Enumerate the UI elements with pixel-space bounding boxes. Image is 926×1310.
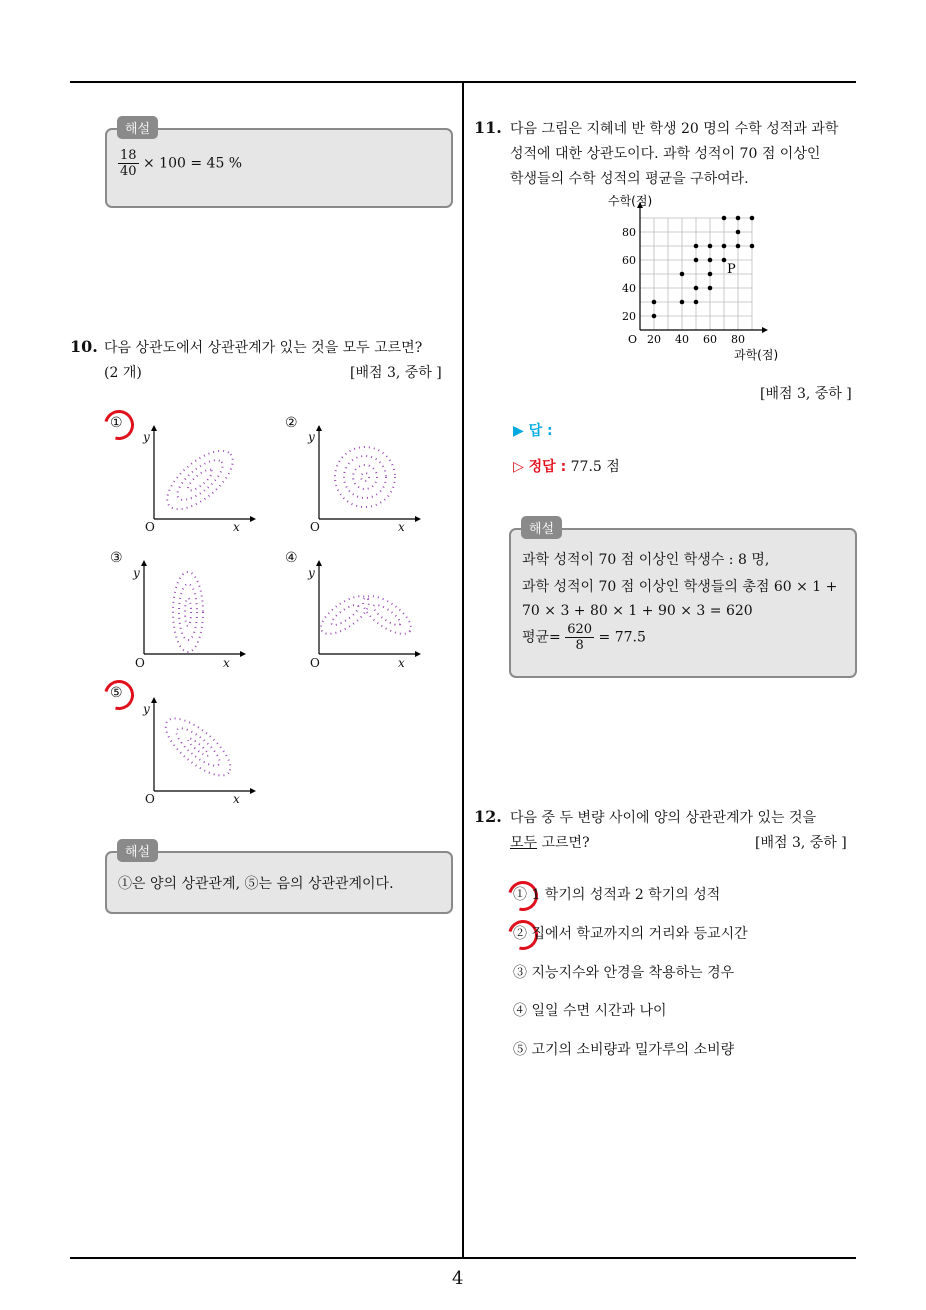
q10-plot-4-y: y [308, 566, 315, 580]
scatter-point [750, 244, 755, 249]
q12-option-1[interactable] [513, 884, 720, 904]
q11-correct-label: ▷ 정답 : [513, 459, 567, 475]
scatter-point [736, 230, 741, 235]
q12-option-1-text: 1 학기의 성적과 2 학기의 성적 [531, 887, 721, 903]
q10-text2: (2 개) [104, 365, 142, 381]
q10-number: 10. [70, 337, 98, 356]
q12-option-5[interactable] [513, 1039, 734, 1059]
page-number: 4 [452, 1268, 464, 1289]
q11-solution-line2: 과학 성적이 70 점 이상인 학생들의 총점 60 × 1 + [522, 579, 838, 595]
q11-answer-label: ▶ 답 : [513, 423, 553, 439]
q11-text3: 학생들의 수학 성적의 평균을 구하여라. [510, 171, 749, 187]
q11-text1: 다음 그림은 지혜네 반 학생 20 명의 수학 성적과 과학 [510, 121, 839, 137]
y-tick-label: 40 [622, 282, 636, 295]
scatter-point [694, 300, 699, 305]
x-axis-label: 과학(점) [734, 348, 779, 362]
q10-plot-1-origin: O [145, 520, 155, 534]
scatter-point [694, 258, 699, 263]
q12-option-4[interactable] [513, 1000, 667, 1020]
q12-option-3-text: 지능지수와 안경을 착용하는 경우 [531, 965, 735, 981]
q12-text2 [510, 831, 590, 856]
scatter-point [750, 216, 755, 221]
bottom-rule [70, 1257, 856, 1259]
q10-plot-5-x: x [233, 792, 240, 806]
scatter-point [652, 314, 657, 319]
q10-option-2-label[interactable]: ② [285, 415, 298, 431]
q10-solution-tag: 해설 [117, 839, 158, 862]
q10-plot-2-origin: O [310, 520, 320, 534]
q12-option-4-text: 일일 수면 시간과 나이 [531, 1003, 667, 1019]
q11-correct-line [513, 456, 620, 476]
q10-plot-5-y: y [143, 702, 150, 716]
q11-scatter-chart [600, 194, 779, 365]
q11-solution-tag: 해설 [521, 516, 562, 539]
q10-plot-3-origin: O [135, 656, 145, 670]
q12-option-3-num: ③ [513, 965, 527, 981]
q12-text1: 다음 중 두 변량 사이에 양의 상관관계가 있는 것을 [510, 810, 817, 826]
scatter-point [694, 244, 699, 249]
scatter-point [736, 216, 741, 221]
y-axis-label: 수학(점) [608, 194, 653, 208]
q12-underline: 모두 [510, 835, 538, 851]
column-divider [462, 82, 464, 1258]
prev-solution-formula [118, 148, 242, 179]
y-tick-label: 20 [622, 310, 636, 323]
q10-plot-1 [140, 425, 270, 535]
x-tick-label: 20 [647, 333, 661, 346]
scatter-point [722, 244, 727, 249]
q11-avg-den: 8 [575, 638, 584, 653]
x-axis-arrow [762, 327, 768, 333]
q10-plot-5-origin: O [145, 792, 155, 806]
prev-frac-den: 40 [120, 164, 137, 179]
prev-formula-rest: × 100 = 45 % [143, 155, 243, 172]
q10-option-3-label[interactable]: ③ [110, 550, 123, 566]
q10-option-5-label[interactable]: ⑤ [110, 685, 123, 701]
q11-solution-line4 [522, 622, 646, 653]
scatter-point [652, 300, 657, 305]
q10-text1: 다음 상관도에서 상관관계가 있는 것을 모두 고르면? [104, 340, 423, 356]
q11-answer-line [513, 420, 553, 440]
q10-plot-2-y: y [308, 430, 315, 444]
scatter-point [694, 286, 699, 291]
q10-plot-4 [305, 560, 435, 670]
q10-plot-2-x: x [398, 520, 405, 534]
x-tick-label: 80 [731, 333, 745, 346]
q11-points: [배점 3, 중하 ] [760, 386, 852, 402]
q11-number: 11. [474, 118, 502, 137]
q12-option-4-num: ④ [513, 1003, 527, 1019]
scatter-point [680, 272, 685, 277]
q11-correct-value: 77.5 점 [570, 459, 620, 475]
q10-plot-1-x: x [233, 520, 240, 534]
q10-option-1-mark [99, 405, 140, 446]
q10-plot-4-x: x [398, 656, 405, 670]
q12-number: 12. [474, 807, 502, 826]
x-tick-label: 60 [703, 333, 717, 346]
q10-plot-2 [305, 425, 435, 535]
x-tick-label: 40 [675, 333, 689, 346]
scatter-point [708, 244, 713, 249]
scatter-point [722, 258, 727, 263]
q10-plot-5 [140, 697, 270, 807]
scatter-point [680, 300, 685, 305]
q10-plot-1-y: y [143, 430, 150, 444]
point-p-label: P [727, 262, 736, 277]
q10-plot-3-y: y [133, 566, 140, 580]
q12-option-2-text: 집에서 학교까지의 거리와 등교시간 [531, 926, 748, 942]
q12-option-2-num: ② [513, 926, 527, 942]
q10-option-1-label[interactable]: ① [110, 415, 123, 431]
prev-solution-tag: 해설 [117, 116, 158, 139]
scatter-point [722, 216, 727, 221]
y-tick-label: 80 [622, 226, 636, 239]
q10-points: [배점 3, 중하 ] [350, 365, 442, 381]
origin-label: O [628, 333, 638, 346]
q11-text2: 성적에 대한 상관도이다. 과학 성적이 70 점 이상인 [510, 146, 821, 162]
q11-solution-line3: 70 × 3 + 80 × 1 + 90 × 3 = 620 [522, 603, 753, 619]
q10-plot-4-origin: O [310, 656, 320, 670]
q11-avg-post: = 77.5 [598, 629, 646, 646]
scatter-point [708, 286, 713, 291]
q12-option-5-num: ⑤ [513, 1042, 527, 1058]
scatter-point [736, 244, 741, 249]
q12-text2-rest: 고르면? [537, 835, 590, 851]
q12-points: [배점 3, 중하 ] [755, 835, 847, 851]
q10-plot-3-x: x [223, 656, 230, 670]
q12-option-1-num: ① [513, 887, 527, 903]
q10-option-4-label[interactable]: ④ [285, 550, 298, 566]
q10-solution-text: ①은 양의 상관관계, ⑤는 음의 상관관계이다. [118, 876, 394, 892]
q12-option-2[interactable] [513, 923, 748, 943]
prev-frac-num: 18 [120, 148, 137, 163]
scatter-point [708, 258, 713, 263]
q11-avg-num: 620 [567, 622, 593, 637]
y-tick-label: 60 [622, 254, 636, 267]
q11-avg-pre: 평균= [522, 629, 561, 646]
q12-option-5-text: 고기의 소비량과 밀가루의 소비량 [531, 1042, 735, 1058]
q10-plot-3 [130, 560, 260, 670]
scatter-point [708, 272, 713, 277]
q12-option-3[interactable] [513, 962, 734, 982]
q10-option-5-mark [99, 675, 140, 716]
q11-solution-line1: 과학 성적이 70 점 이상인 학생수 : 8 명, [522, 552, 770, 568]
